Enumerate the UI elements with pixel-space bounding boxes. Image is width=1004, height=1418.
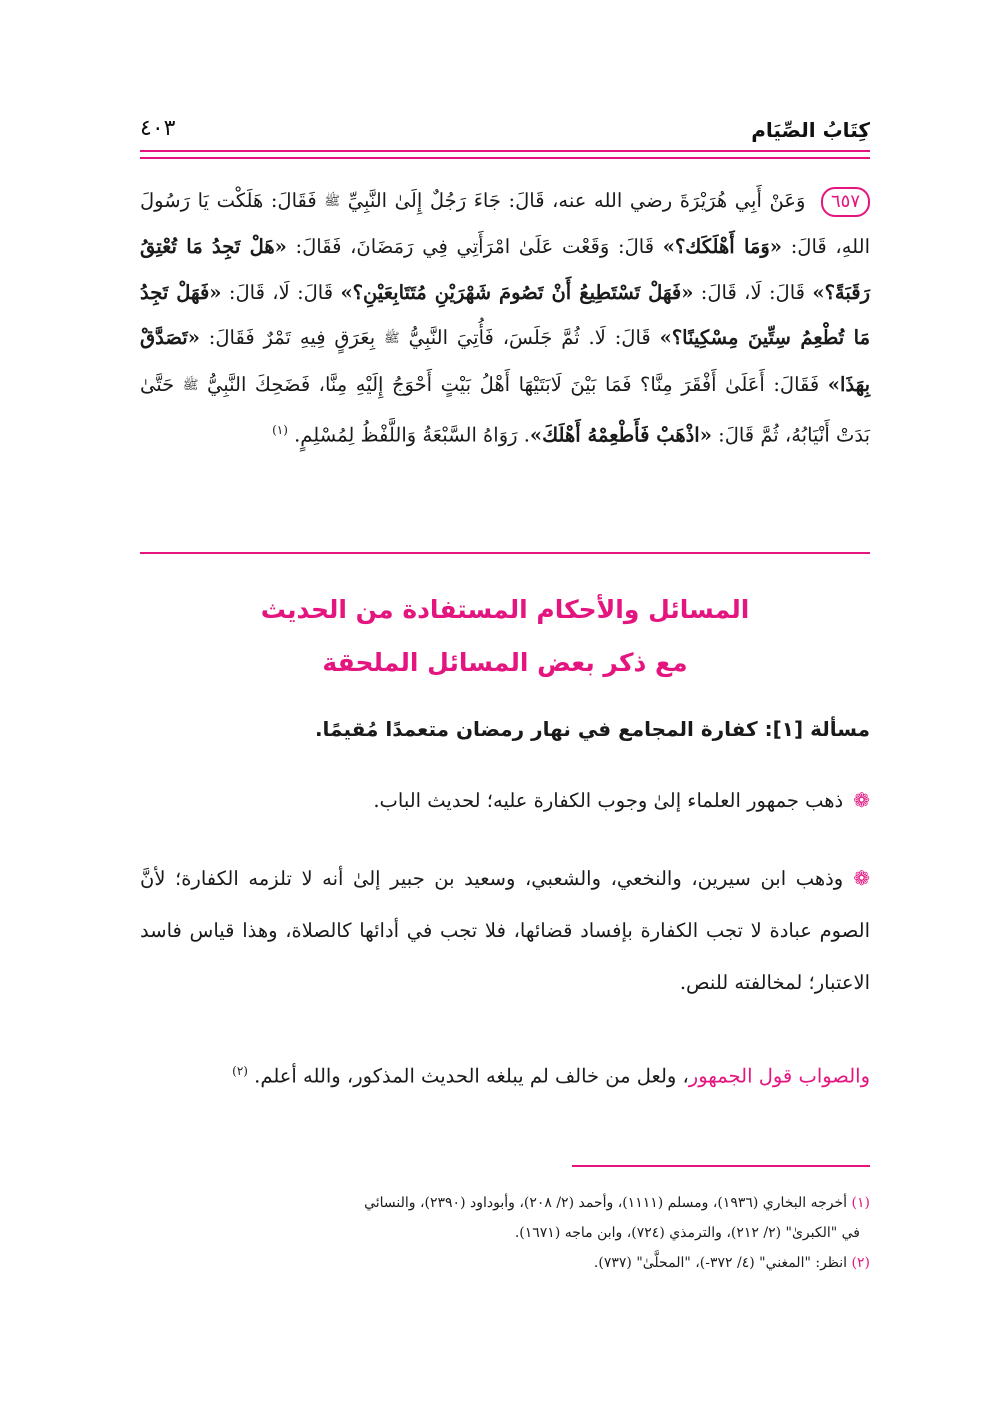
paragraph-text: ذهب جمهور العلماء إلىٰ وجوب الكفارة عليه؛ لحديث الباب.: [373, 789, 844, 812]
page-header: [140, 118, 870, 142]
prophet-quote: «فَهَلْ تَسْتَطِيعُ أَنْ تَصُومَ شَهْرَيْنِ مُتَتَابِعَيْنِ؟»: [340, 280, 694, 304]
footnote-ref[interactable]: (٢): [232, 1064, 248, 1078]
issue-heading: [140, 717, 870, 741]
footnote-number: (٢): [851, 1255, 870, 1271]
hadith-text: [140, 178, 870, 458]
footnote-item: [140, 1248, 870, 1278]
hadith-segment: قَالَ: وَقَعْت عَلَىٰ امْرَأَتِي فِي رَمَضَانَ، فَقَالَ:: [295, 235, 655, 259]
footnote-text: أخرجه البخاري (١٩٣٦)، ومسلم (١١١١)، وأحمد (٢/ ٢٠٨)، وأبوداود (٢٣٩٠)، والنسائي: [364, 1195, 848, 1211]
paragraph-text: وذهب ابن سيرين، والنخعي، والشعبي، وسعيد بن جبير إلىٰ أنه لا تلزمه الكفارة؛ لأنَّ الصوم عبادة لا تجب الكفارة بإفساد قضائها، فلا تجب في أدائها كالصلاة، وهذا قياس فاسد الاعتبار؛ لمخالفته للنص.: [140, 867, 870, 994]
hadith-segment: فَقَالَ: أَعَلَىٰ أَفْقَرَ مِنَّا؟ فَمَا بَيْنَ لَابَتَيْهَا أَهْلُ بَيْتٍ أَحْوَجُ إِلَيْهِ مِنَّا، فَضَحِكَ النَّبِيُّ: [206, 372, 820, 396]
prophet-quote: «فَهَلْ تَجِدُ مَا تُطْعِمُ سِتِّينَ مِسْكِينًا؟»: [140, 280, 871, 350]
prophet-quote: «وَمَا أَهْلَكَك؟»: [662, 235, 782, 259]
hadith-segment: قَالَ: لَا، قَالَ:: [228, 280, 334, 304]
footnote-number: (١): [851, 1195, 870, 1211]
paragraph: [140, 852, 870, 1009]
footnote-continuation: في "الكبرىٰ" (٢/ ٢١٢)، والترمذي (٧٢٤)، وابن ماجه (١٦٧١).: [514, 1225, 860, 1241]
paragraph: [140, 780, 870, 821]
prophet-quote: «اذْهَبْ فَأَطْعِمْهُ أَهْلَكَ»: [529, 423, 712, 447]
hadith-number-badge: ٦٥٧: [821, 187, 870, 217]
footnote-item: [140, 1188, 870, 1218]
paragraph: [140, 1045, 870, 1103]
hadith-divider: [140, 552, 870, 554]
prophet-quote: «تَصَدَّقْ بِهَذَا»: [140, 326, 871, 396]
prophet-quote: «هَلْ تَجِدُ مَا تُعْتِقُ رَقَبَةً؟»: [140, 235, 870, 304]
paragraph-text: ، ولعل من خالف لم يبلغه الحديث المذكور، والله أعلم.: [254, 1064, 689, 1088]
footnote-ref[interactable]: (١): [272, 422, 288, 437]
flower-bullet-icon: ❁: [853, 866, 870, 890]
flower-bullet-icon: ❁: [853, 788, 870, 812]
footnotes: [140, 1188, 870, 1278]
footnote-text: انظر: "المغني" (٤/ ٣٧٢-)، "المحلَّىٰ" (٧٣٧).: [593, 1255, 848, 1271]
salawat-icon: ﷺ: [182, 377, 199, 393]
section-title: المسائل والأحكام المستفادة من الحديث: [260, 595, 750, 624]
hadith-segment: بِعَرَقٍ فِيهِ تَمْرٌ فَقَالَ:: [208, 326, 376, 350]
issue-text: كفارة المجامع في نهار رمضان متعمدًا مُقيمًا.: [314, 717, 758, 741]
issue-label: مسألة [١]:: [764, 717, 870, 741]
hadith-segment: فَقَالَ: هَلَكْت يَا رَسُولَ اللهِ، قَالَ:: [140, 189, 870, 259]
hadith-segment: قَالَ: لَا، قَالَ:: [700, 280, 805, 304]
header-rule-top: [140, 150, 870, 152]
highlight-text: والصواب قول الجمهور: [688, 1064, 870, 1088]
hadith-segment: . رَوَاهُ السَّبْعَةُ وَاللَّفْظُ لِمُسْلِمٍ.: [294, 423, 530, 447]
salawat-icon: ﷺ: [384, 331, 400, 346]
hadith-segment: قَالَ: لَا. ثُمَّ جَلَسَ، فَأُتِيَ النَّبِيُّ: [408, 326, 651, 350]
section-subtitle: مع ذكر بعض المسائل الملحقة: [322, 648, 688, 677]
salawat-icon: ﷺ: [324, 193, 341, 209]
hadith-segment: حَتَّىٰ بَدَتْ أَنْيَابُهُ، ثُمَّ قَالَ:: [140, 372, 870, 447]
footnote-divider: [572, 1165, 870, 1167]
page-number: ٤٠٣: [140, 116, 176, 141]
book-title: كِتَابُ الصِّيَام: [751, 118, 870, 142]
header-rule-bottom: [140, 157, 870, 159]
hadith-segment: وَعَنْ أَبِي هُرَيْرَةَ رضي الله عنه، قَالَ: جَاءَ رَجُلٌ إِلَىٰ النَّبِيِّ: [347, 189, 806, 212]
